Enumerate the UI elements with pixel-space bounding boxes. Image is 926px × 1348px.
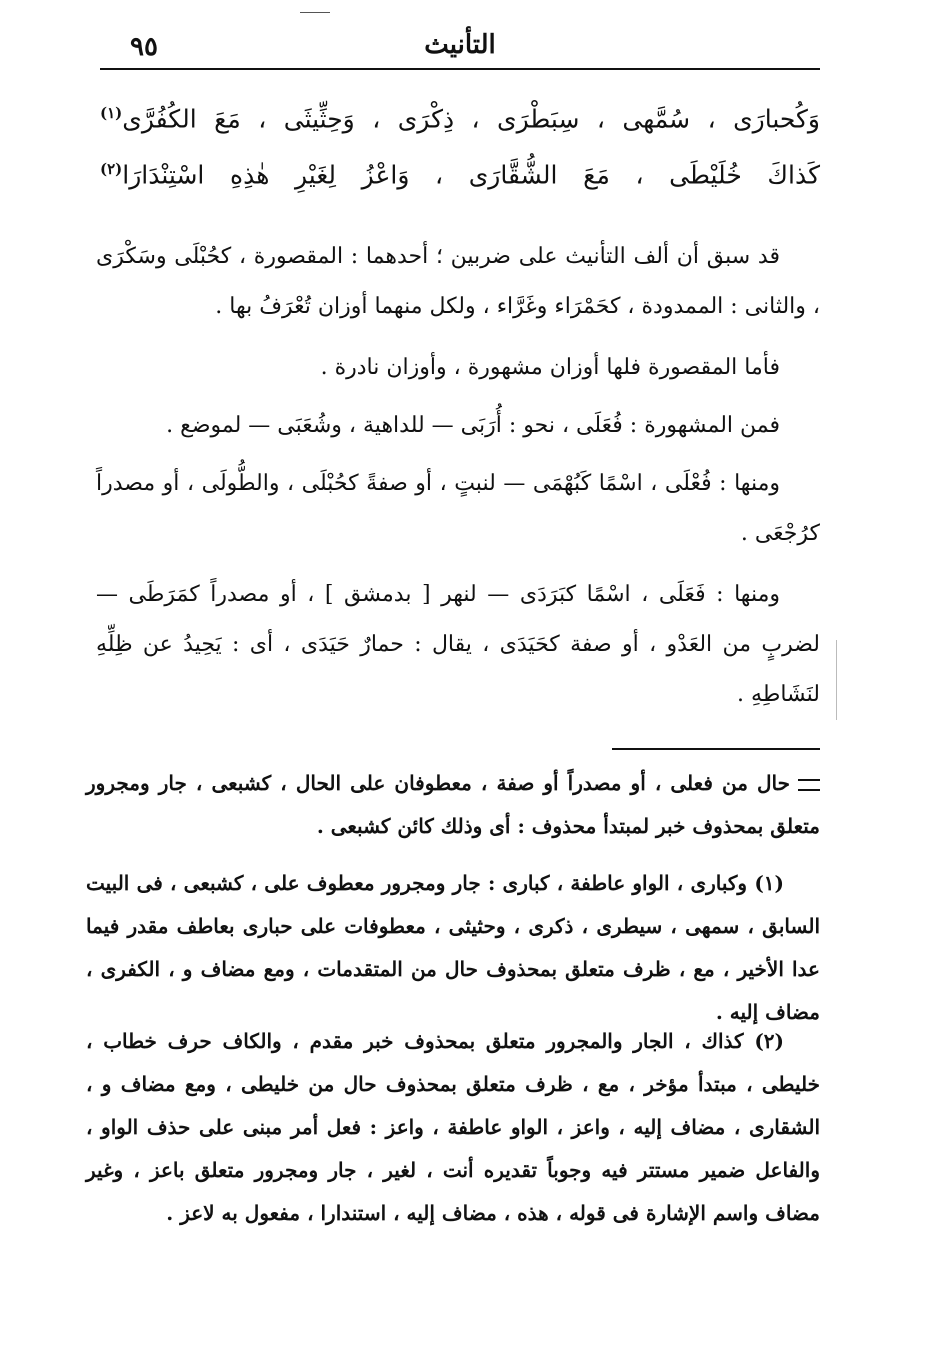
margin-mark bbox=[836, 640, 837, 720]
continuation-mark bbox=[798, 779, 820, 791]
footnote-continuation-text: حال من فعلى ، أو مصدراً أو صفة ، معطوفان على الحال ، كشبعى ، جار ومجرور متعلق بمحذوف خبر لمبتدأ محذوف : أى وذلك كائن كشبعى . bbox=[86, 771, 820, 838]
verse-text: وَكُحبارَى ، سُمَّهى ، سِبَطْرَى ، ذِكْرَى ، وَحِثِّيثَى ، مَعَ الكُفُرَّى bbox=[122, 104, 820, 134]
page-number: ٩٥ bbox=[130, 32, 158, 62]
scan-mark bbox=[300, 12, 330, 13]
body-paragraph: فأما المقصورة فلها أوزان مشهورة ، وأوزان نادرة . bbox=[320, 355, 780, 380]
header-rule bbox=[100, 68, 820, 70]
footnote-text: وكبارى ، الواو عاطفة ، كبارى : جار ومجرور معطوف على ، كشبعى ، فى البيت السابق ، سمهى ، سيطرى ، ذكرى ، وحثيثى ، معطوفات على حبارى بعاطف مقدر فيما عدا الأخير ، مع ، ظرف متعلق بمحذوف حال من المتقدمات ، ومع مضاف و ، الكفرى ، مضاف إليه . bbox=[86, 871, 820, 1024]
verse-line-2 bbox=[100, 160, 820, 189]
body-paragraph: ومنها : فُعْلَى ، اسْمًا كَبُهْمَى — لنبتٍ ، أو صفةً كحُبْلَى ، والطُّولَى ، أو مصدراً كرُجْعَى . bbox=[96, 471, 820, 546]
footnote-ref: (١) bbox=[100, 104, 123, 122]
verse-line-1 bbox=[100, 104, 820, 133]
page-header bbox=[100, 28, 820, 68]
running-head: التأنيث bbox=[424, 30, 496, 60]
footnote-text: كذاك ، الجار والمجرور متعلق بمحذوف خبر مقدم ، والكاف حرف خطاب ، خليطى ، مبتدأ مؤخر ، مع ، ظرف متعلق بمحذوف حال من خليطى ، ومع مضاف و ، الشقارى ، مضاف إليه ، واعز ، الواو عاطفة ، واعز : فعل أمر مبنى على حذف الواو ، والفاعل ضمير مستتر فيه وجوباً تقديره أنت ، لغير ، جار ومجرور متعلق باعز ، وغير مضاف واسم الإشارة فى قوله ، هذه ، مضاف إليه ، استندارا ، مفعول به لاعز . bbox=[86, 1029, 820, 1225]
footnote-2 bbox=[86, 1020, 820, 1235]
footnote-separator bbox=[612, 748, 820, 750]
footnote-1 bbox=[86, 862, 820, 1034]
body-paragraph: فمن المشهورة : فُعَلَى ، نحو : أُرَبَى — للداهية ، وشُعَبَى — لموضع . bbox=[166, 413, 780, 438]
verse-text: كَذاكَ خُلَيْطَى ، مَعَ الشُّقَّارَى ، وَاعْزُ لِغَيْرِ هٰذِهِ اسْتِنْدَارَا bbox=[122, 160, 820, 190]
footnote-number: (٢) bbox=[754, 1029, 784, 1053]
footnote-continuation bbox=[86, 762, 820, 848]
footnote-number: (١) bbox=[754, 871, 784, 895]
body-paragraph: قد سبق أن ألف التأنيث على ضربين ؛ أحدهما : المقصورة ، كحُبْلَى وسَكْرَى ، والثانى : الممدودة ، كحَمْرَاء وغَرَّاء ، ولكل منهما أوزان تُعْرَفُ بها . bbox=[96, 244, 820, 319]
body-paragraph: ومنها : فَعَلَى ، اسْمًا كبَرَدَى — لنهر [ بدمشق ] ، أو مصدراً كمَرَطَى — لضربٍ من العَدْو ، أو صفة كحَيَدَى ، يقال : حمارٌ حَيَدَى ، أى : يَحِيدُ عن ظِلِّهِ لنَشَاطِهِ . bbox=[96, 582, 820, 707]
footnote-ref: (٢) bbox=[100, 160, 123, 178]
